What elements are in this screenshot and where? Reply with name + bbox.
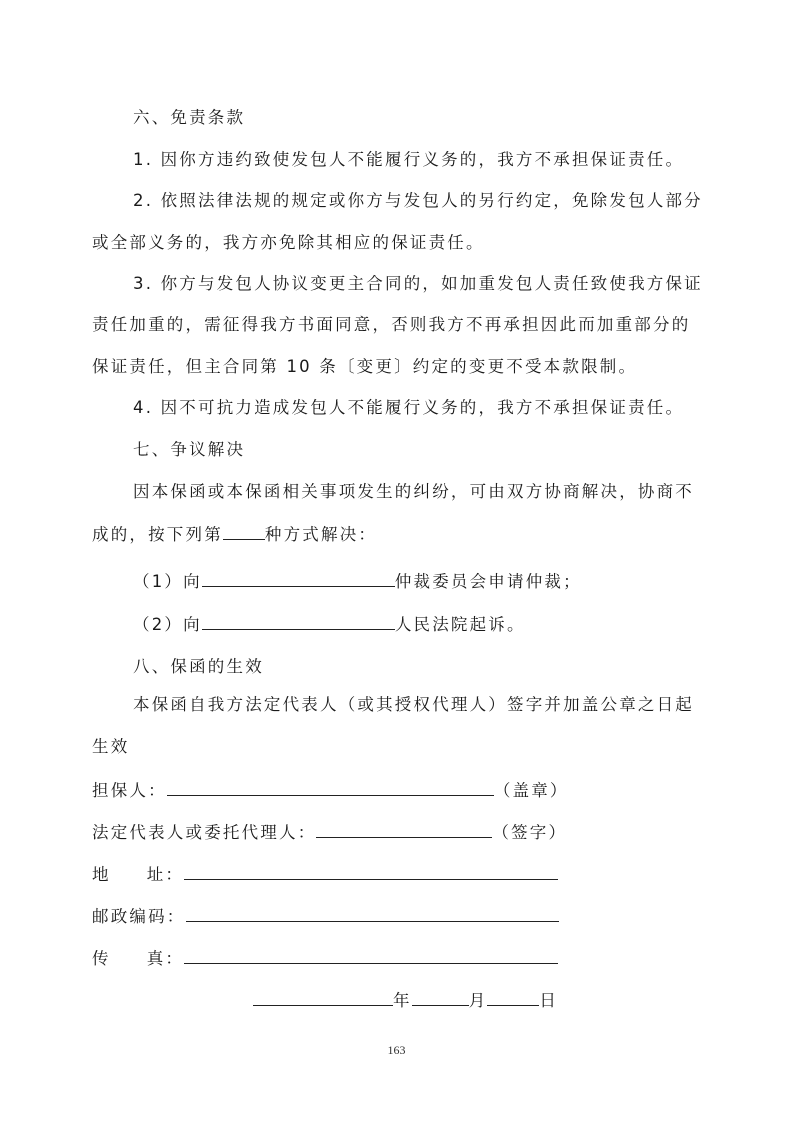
page-number: 163 [387, 1043, 406, 1057]
address-blank[interactable] [184, 863, 558, 880]
section-6-item-2-line-2: 或全部义务的，我方亦免除其相应的保证责任。 [92, 233, 485, 252]
court-blank[interactable] [202, 613, 395, 630]
section-7-heading: 七、争议解决 [133, 440, 246, 459]
option-1-suffix: 仲裁委员会申请仲裁； [394, 572, 582, 591]
postal-code-blank[interactable] [186, 905, 559, 922]
date-row [253, 989, 558, 1012]
option-2-prefix: （2）向 [133, 615, 202, 634]
fax-row [92, 947, 558, 970]
guarantor-blank[interactable] [167, 779, 494, 796]
guarantor-row [92, 779, 569, 802]
section-6-item-4: 4. 因不可抗力造成发包人不能履行义务的，我方不承担保证责任。 [133, 398, 685, 417]
guarantor-label: 担保人： [92, 781, 167, 800]
section-6-item-3-line-2: 责任加重的，需征得我方书面同意，否则我方不再承担因此而加重部分的 [92, 315, 691, 334]
postal-code-label: 邮政编码： [92, 907, 186, 926]
option-1-prefix: （1）向 [133, 572, 202, 591]
representative-blank[interactable] [316, 821, 492, 838]
representative-sign-note: （签字） [492, 823, 568, 842]
day-blank[interactable] [487, 989, 539, 1006]
representative-row [92, 821, 567, 844]
year-blank[interactable] [253, 989, 393, 1006]
fax-blank[interactable] [184, 947, 558, 964]
address-label-second: 址： [146, 865, 185, 884]
fax-label-first: 传 [92, 949, 111, 968]
section-6-item-3-line-3: 保证责任，但主合同第 10 条〔变更〕约定的变更不受本款限制。 [92, 357, 638, 376]
section-6-heading: 六、免责条款 [133, 108, 246, 127]
option-1-arbitration [133, 570, 582, 593]
option-2-suffix: 人民法院起诉。 [394, 615, 526, 634]
representative-label: 法定代表人或委托代理人： [92, 823, 317, 842]
method-suffix: 种方式解决： [264, 525, 378, 544]
section-6-item-2-line-1: 2. 依照法律法规的规定或你方与发包人的另行约定，免除发包人部分 [133, 191, 703, 210]
arbitration-committee-blank[interactable] [202, 570, 395, 587]
guarantor-seal-note: （盖章） [493, 781, 569, 800]
option-2-court [133, 613, 526, 636]
address-label-first: 地 [92, 865, 111, 884]
section-7-paragraph-line-2 [92, 523, 377, 546]
month-blank[interactable] [412, 989, 469, 1006]
section-8-paragraph-line-1: 本保函自我方法定代表人（或其授权代理人）签字并加盖公章之日起 [133, 695, 694, 714]
section-6-item-1: 1. 因你方违约致使发包人不能履行义务的，我方不承担保证责任。 [133, 150, 685, 169]
fax-label-second: 真： [146, 949, 185, 968]
method-number-blank[interactable] [223, 523, 265, 540]
month-label: 月 [468, 991, 488, 1010]
section-7-paragraph-line-1: 因本保函或本保函相关事项发生的纠纷，可由双方协商解决，协商不 [133, 482, 694, 501]
section-8-heading: 八、保函的生效 [133, 657, 264, 676]
section-6-item-3-line-1: 3. 你方与发包人协议变更主合同的，如加重发包人责任致使我方保证 [133, 274, 703, 293]
year-label: 年 [393, 991, 412, 1010]
method-prefix: 成的，按下列第 [92, 525, 223, 544]
day-label: 日 [539, 991, 559, 1010]
section-8-paragraph-line-2: 生效 [92, 737, 130, 756]
address-row [92, 863, 558, 886]
postal-code-row [92, 905, 559, 928]
